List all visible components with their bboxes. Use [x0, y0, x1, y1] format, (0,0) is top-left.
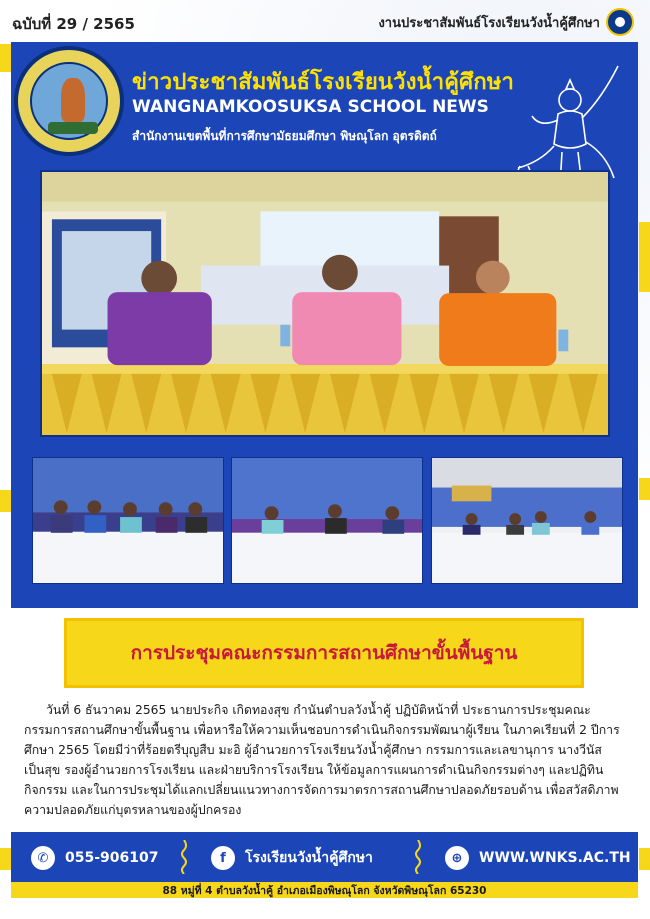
facebook-icon: f	[211, 846, 235, 870]
school-address: 88 หมู่ที่ 4 ตำบลวังน้ำคู้ อำเภอเมืองพิษณุโลก จังหวัดพิษณุโลก 65230	[162, 884, 487, 897]
ornament-divider	[179, 840, 189, 874]
facebook-contact[interactable]	[211, 846, 373, 870]
meeting-photo-1	[32, 457, 224, 584]
footer-accent	[0, 848, 11, 870]
frame-accent	[639, 222, 650, 292]
pr-logo-icon	[606, 8, 634, 36]
contact-footer	[11, 832, 638, 898]
issue-number: ฉบับที่ 29 / 2565	[12, 15, 135, 33]
website-url: WWW.WNKS.AC.TH	[479, 850, 631, 866]
meeting-photo-main	[40, 170, 610, 437]
headline-box	[64, 618, 584, 688]
phone-number: 055-906107	[65, 850, 159, 866]
frame-accent	[0, 490, 11, 512]
ornament-divider	[413, 840, 423, 874]
banner-title-english: WANGNAMKOOSUKSA SCHOOL NEWS	[132, 97, 489, 117]
school-logo	[14, 46, 124, 156]
website-contact[interactable]	[445, 846, 631, 870]
phone-contact[interactable]	[31, 846, 158, 870]
article-headline: การประชุมคณะกรรมการสถานศึกษาขั้นพื้นฐาน	[130, 642, 518, 664]
top-strip	[0, 0, 650, 40]
banner-title-thai: ข่าวประชาสัมพันธ์โรงเรียนวังน้ำคู้ศึกษา	[132, 70, 515, 95]
globe-icon: ⊕	[445, 846, 469, 870]
phone-icon: ✆	[31, 846, 55, 870]
banner-subtitle: สำนักงานเขตพื้นที่การศึกษามัธยมศึกษา พิษณุโลก อุตรดิตถ์	[132, 129, 437, 143]
department-name: งานประชาสัมพันธ์โรงเรียนวังน้ำคู้ศึกษา	[378, 16, 600, 31]
article-body: วันที่ 6 ธันวาคม 2565 นายประกิจ เกิดทองสุข กำนันตำบลวังน้ำคู้ ปฏิบัติหน้าที่ ประธานการประชุมคณะกรรมการสถานศึกษาขั้นพื้นฐาน เพื่อหารือให้ความเห็นชอบการดำเนินกิจกรรมพัฒนาผู้เรียน ในภาคเรียนที่ 2 ปีการศึกษา 2565 โดยมีว่าที่ร้อยตรีบุญสืบ มะอิ ผู้อำนวยการโรงเรียนวังน้ำคู้ศึกษา กรรมการและเลขานุการ นางวีนัส เป็นสุข รองผู้อำนวยการโรงเรียน และฝ่ายบริการโรงเรียน ให้ข้อมูลการแผนการดำเนินกิจกรรมต่างๆ และปฏิทินกิจกรรม และในการประชุมได้แลกเปลี่ยนแนวทางการจัดการมาตรการสถานศึกษาปลอดภัยรอบด้าน เพื่อสวัสดิภาพ ความปลอดภัยแก่บุตรหลานของผู้ปกครอง	[24, 703, 620, 817]
meeting-photo-3	[431, 457, 623, 584]
facebook-page: โรงเรียนวังน้ำคู้ศึกษา	[245, 850, 373, 866]
address-bar	[11, 882, 638, 898]
frame-accent	[639, 478, 650, 500]
footer-accent	[639, 848, 650, 870]
meeting-photo-2	[231, 457, 423, 584]
frame-accent	[0, 44, 11, 72]
